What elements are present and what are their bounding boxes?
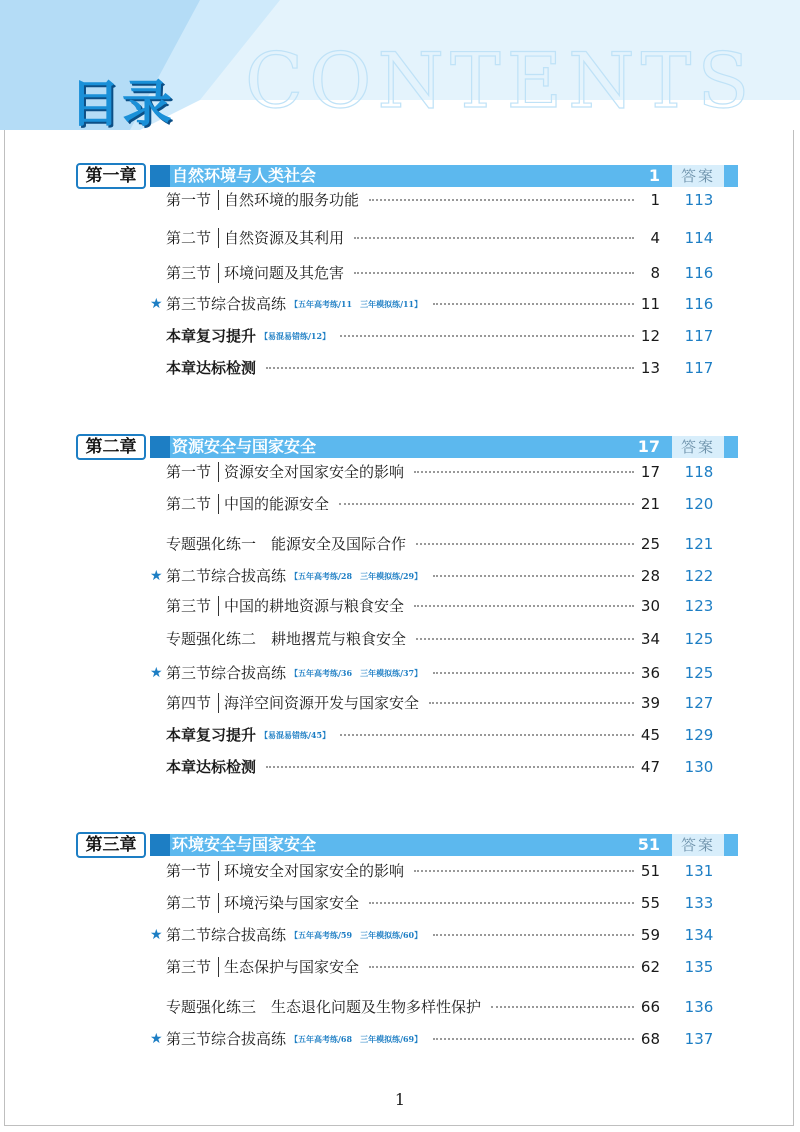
entry-title-text: 第三节综合拔高练 bbox=[166, 1030, 287, 1048]
answer-page[interactable]: 135 bbox=[684, 958, 714, 976]
entry-title-text: 本章复习提升 bbox=[166, 327, 257, 345]
dot-leader bbox=[340, 335, 634, 337]
entry-title-text: 环境问题及其危害 bbox=[224, 264, 345, 282]
toc-entry[interactable] bbox=[150, 627, 740, 651]
answer-page[interactable]: 125 bbox=[684, 630, 714, 648]
entry-note: 【易混易错练/12】 bbox=[260, 331, 331, 341]
answer-page[interactable]: 136 bbox=[684, 998, 714, 1016]
entry-page: 62 bbox=[640, 958, 660, 976]
chapter-bar-accent bbox=[150, 834, 170, 856]
toc-entry[interactable] bbox=[150, 755, 740, 779]
chapter-title[interactable]: 自然环境与人类社会 bbox=[172, 166, 317, 185]
answer-page[interactable]: 127 bbox=[684, 694, 714, 712]
section-divider bbox=[218, 462, 219, 482]
chapter-page: 51 bbox=[637, 835, 660, 854]
entry-title-text: 环境污染与国家安全 bbox=[224, 894, 360, 912]
entry-page: 8 bbox=[650, 264, 660, 282]
dot-leader bbox=[266, 766, 634, 768]
page-number: 1 bbox=[394, 1090, 406, 1109]
chapter-header bbox=[76, 832, 724, 858]
entry-title[interactable] bbox=[224, 955, 359, 979]
section-number: 第一节 bbox=[166, 463, 212, 481]
entry-title[interactable] bbox=[166, 627, 406, 651]
dot-leader bbox=[354, 272, 634, 274]
entry-page: 55 bbox=[640, 894, 660, 912]
dot-leader bbox=[433, 1038, 634, 1040]
chapter-label: 第三章 bbox=[76, 832, 146, 858]
entry-title[interactable] bbox=[224, 188, 359, 212]
entry-title-text: 资源安全对国家安全的影响 bbox=[224, 463, 405, 481]
dot-leader bbox=[369, 966, 634, 968]
answer-page[interactable]: 131 bbox=[684, 862, 714, 880]
section-divider bbox=[218, 190, 219, 210]
entry-title-text: 第三节综合拔高练 bbox=[166, 664, 287, 682]
dot-leader bbox=[416, 638, 634, 640]
entry-title-text: 海洋空间资源开发与国家安全 bbox=[224, 694, 420, 712]
section-number: 第一节 bbox=[166, 862, 212, 880]
entry-page: 11 bbox=[640, 295, 660, 313]
entry-title-text: 生态保护与国家安全 bbox=[224, 958, 360, 976]
dot-leader bbox=[429, 702, 634, 704]
entry-title-text: 自然环境的服务功能 bbox=[224, 191, 360, 209]
dot-leader bbox=[433, 575, 634, 577]
section-number: 第二节 bbox=[166, 894, 212, 912]
entry-note: 【五年高考练/59 三年模拟练/60】 bbox=[290, 930, 423, 940]
toc-entry[interactable] bbox=[150, 324, 740, 348]
entry-title-text: 第二节综合拔高练 bbox=[166, 567, 287, 585]
toc-entry[interactable] bbox=[150, 188, 740, 212]
answer-label: 答案 bbox=[672, 436, 724, 458]
toc-entry[interactable] bbox=[150, 226, 740, 250]
star-icon: ★ bbox=[150, 1031, 163, 1047]
answer-page[interactable]: 133 bbox=[684, 894, 714, 912]
contents-watermark: CONTENTS bbox=[245, 36, 756, 125]
entry-page: 13 bbox=[640, 359, 660, 377]
entry-page: 34 bbox=[640, 630, 660, 648]
dot-leader bbox=[369, 199, 634, 201]
entry-page: 36 bbox=[640, 664, 660, 682]
answer-page[interactable]: 117 bbox=[684, 359, 714, 377]
answer-page[interactable]: 116 bbox=[684, 264, 714, 282]
toc-entry[interactable] bbox=[150, 995, 740, 1019]
toc-entry[interactable] bbox=[150, 923, 740, 947]
answer-page[interactable]: 134 bbox=[684, 926, 714, 944]
entry-note: 【五年高考练/28 三年模拟练/29】 bbox=[290, 571, 423, 581]
toc-entry[interactable] bbox=[150, 594, 740, 618]
dot-leader bbox=[416, 543, 634, 545]
entry-page: 21 bbox=[640, 495, 660, 513]
entry-title[interactable] bbox=[166, 324, 330, 348]
chapter-page: 1 bbox=[648, 166, 660, 185]
answer-page[interactable]: 117 bbox=[684, 327, 714, 345]
chapter-bar-accent bbox=[150, 436, 170, 458]
entry-title[interactable] bbox=[166, 723, 330, 747]
toc-entry[interactable] bbox=[150, 859, 740, 883]
toc-entry[interactable] bbox=[150, 1027, 740, 1051]
section-number: 第二节 bbox=[166, 229, 212, 247]
answer-page[interactable]: 114 bbox=[684, 229, 714, 247]
entry-title[interactable] bbox=[166, 755, 256, 779]
entry-note: 【易混易错练/45】 bbox=[260, 730, 331, 740]
entry-page: 1 bbox=[650, 191, 660, 209]
section-divider bbox=[218, 228, 219, 248]
toc-entry[interactable] bbox=[150, 691, 740, 715]
toc-entry[interactable] bbox=[150, 891, 740, 915]
entry-title[interactable] bbox=[224, 691, 419, 715]
section-number: 第三节 bbox=[166, 958, 212, 976]
entry-page: 25 bbox=[640, 535, 660, 553]
answer-page[interactable]: 120 bbox=[684, 495, 714, 513]
toc-entry[interactable] bbox=[150, 356, 740, 380]
entry-title-text: 第二节综合拔高练 bbox=[166, 926, 287, 944]
chapter-label: 第二章 bbox=[76, 434, 146, 460]
entry-title[interactable] bbox=[166, 292, 422, 316]
section-divider bbox=[218, 893, 219, 913]
section-divider bbox=[218, 957, 219, 977]
entry-page: 47 bbox=[640, 758, 660, 776]
entry-page: 66 bbox=[640, 998, 660, 1016]
answer-page[interactable]: 137 bbox=[684, 1030, 714, 1048]
section-number: 第三节 bbox=[166, 597, 212, 615]
entry-page: 28 bbox=[640, 567, 660, 585]
entry-title[interactable] bbox=[224, 891, 359, 915]
answer-page[interactable]: 130 bbox=[684, 758, 714, 776]
section-number: 第二节 bbox=[166, 495, 212, 513]
entry-title-text: 本章达标检测 bbox=[166, 758, 257, 776]
entry-note: 【五年高考练/36 三年模拟练/37】 bbox=[290, 668, 423, 678]
answer-page[interactable]: 123 bbox=[684, 597, 714, 615]
entry-page: 51 bbox=[640, 862, 660, 880]
section-divider bbox=[218, 596, 219, 616]
toc-entry[interactable] bbox=[150, 723, 740, 747]
entry-page: 59 bbox=[640, 926, 660, 944]
chapter-header bbox=[76, 163, 724, 189]
answer-page[interactable]: 118 bbox=[684, 463, 714, 481]
star-icon: ★ bbox=[150, 568, 163, 584]
answer-page[interactable]: 122 bbox=[684, 567, 714, 585]
dot-leader bbox=[354, 237, 634, 239]
entry-title-text: 专题强化练一 能源安全及国际合作 bbox=[166, 535, 407, 553]
dot-leader bbox=[414, 471, 634, 473]
chapter-label: 第一章 bbox=[76, 163, 146, 189]
section-divider bbox=[218, 494, 219, 514]
dot-leader bbox=[339, 503, 634, 505]
answer-page[interactable]: 129 bbox=[684, 726, 714, 744]
section-divider bbox=[218, 861, 219, 881]
chapter-page: 17 bbox=[637, 437, 660, 456]
entry-title[interactable] bbox=[224, 226, 344, 250]
answer-page[interactable]: 116 bbox=[684, 295, 714, 313]
dot-leader bbox=[433, 303, 634, 305]
entry-title[interactable] bbox=[166, 564, 422, 588]
entry-title-text: 自然资源及其利用 bbox=[224, 229, 345, 247]
entry-title[interactable] bbox=[224, 859, 404, 883]
entry-page: 30 bbox=[640, 597, 660, 615]
answer-label: 答案 bbox=[672, 834, 724, 856]
chapter-bar-accent bbox=[150, 165, 170, 187]
chapter-header bbox=[76, 434, 724, 460]
answer-page[interactable]: 125 bbox=[684, 664, 714, 682]
entry-page: 4 bbox=[650, 229, 660, 247]
entry-page: 12 bbox=[640, 327, 660, 345]
entry-note: 【五年高考练/68 三年模拟练/69】 bbox=[290, 1034, 423, 1044]
entry-title[interactable] bbox=[224, 492, 329, 516]
dot-leader bbox=[266, 367, 634, 369]
entry-page: 39 bbox=[640, 694, 660, 712]
section-number: 第三节 bbox=[166, 264, 212, 282]
entry-title[interactable] bbox=[166, 923, 422, 947]
toc-entry[interactable] bbox=[150, 661, 740, 685]
entry-title-text: 本章达标检测 bbox=[166, 359, 257, 377]
toc-entry[interactable] bbox=[150, 955, 740, 979]
toc-entry[interactable] bbox=[150, 532, 740, 556]
toc-entry[interactable] bbox=[150, 261, 740, 285]
chapter-title[interactable]: 资源安全与国家安全 bbox=[172, 437, 317, 456]
entry-title-text: 本章复习提升 bbox=[166, 726, 257, 744]
entry-page: 68 bbox=[640, 1030, 660, 1048]
toc-entry[interactable] bbox=[150, 492, 740, 516]
entry-title-text: 专题强化练二 耕地撂荒与粮食安全 bbox=[166, 630, 407, 648]
dot-leader bbox=[433, 672, 634, 674]
entry-title-text: 第三节综合拔高练 bbox=[166, 295, 287, 313]
entry-page: 17 bbox=[640, 463, 660, 481]
chapter-title[interactable]: 环境安全与国家安全 bbox=[172, 835, 317, 854]
section-divider bbox=[218, 693, 219, 713]
entry-title[interactable] bbox=[166, 995, 481, 1019]
entry-page: 45 bbox=[640, 726, 660, 744]
entry-title-text: 环境安全对国家安全的影响 bbox=[224, 862, 405, 880]
section-number: 第四节 bbox=[166, 694, 212, 712]
dot-leader bbox=[414, 605, 634, 607]
entry-note: 【五年高考练/11 三年模拟练/11】 bbox=[290, 299, 423, 309]
answer-page[interactable]: 121 bbox=[684, 535, 714, 553]
entry-title[interactable] bbox=[224, 261, 344, 285]
toc-entry[interactable] bbox=[150, 564, 740, 588]
entry-title-text: 中国的耕地资源与粮食安全 bbox=[224, 597, 405, 615]
star-icon: ★ bbox=[150, 296, 163, 312]
entry-title[interactable] bbox=[166, 356, 256, 380]
star-icon: ★ bbox=[150, 665, 163, 681]
answer-page[interactable]: 113 bbox=[684, 191, 714, 209]
entry-title[interactable] bbox=[166, 1027, 422, 1051]
section-divider bbox=[218, 263, 219, 283]
entry-title[interactable] bbox=[166, 532, 406, 556]
answer-label: 答案 bbox=[672, 165, 724, 187]
star-icon: ★ bbox=[150, 927, 163, 943]
section-number: 第一节 bbox=[166, 191, 212, 209]
entry-title-text: 专题强化练三 生态退化问题及生物多样性保护 bbox=[166, 998, 482, 1016]
entry-title-text: 中国的能源安全 bbox=[224, 495, 330, 513]
dot-leader bbox=[369, 902, 634, 904]
dot-leader bbox=[433, 934, 634, 936]
toc-entry[interactable] bbox=[150, 292, 740, 316]
dot-leader bbox=[414, 870, 634, 872]
entry-title[interactable] bbox=[224, 594, 404, 618]
dot-leader bbox=[491, 1006, 634, 1008]
toc-entry[interactable] bbox=[150, 460, 740, 484]
entry-title[interactable] bbox=[224, 460, 404, 484]
dot-leader bbox=[340, 734, 634, 736]
entry-title[interactable] bbox=[166, 661, 422, 685]
page-title: 目录 bbox=[70, 75, 174, 133]
